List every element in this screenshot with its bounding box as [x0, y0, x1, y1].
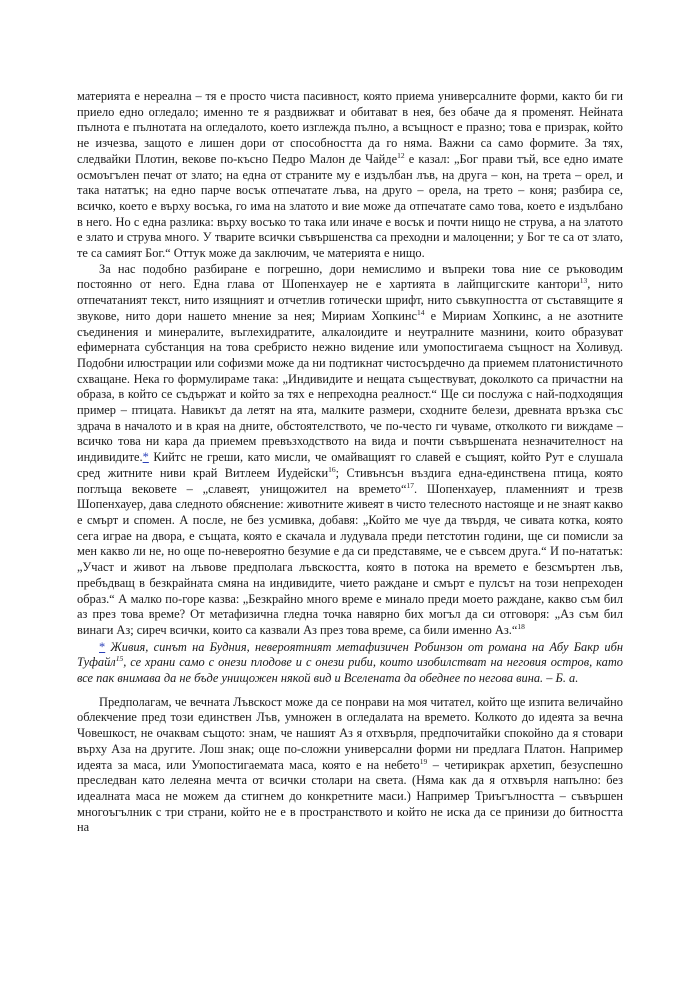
text-run: Предполагам, че вечната Лъвскост може да се понрави на моя читател, който ще изпита величайно облекчение пред този единствен Лъв, умножен в огледалата на времето. Колкото до идеята за вечна Човешкост, не очаквам същото: знам, че нашият Аз я отхвърля, предпочитайки спокойно да я стовари върху Аза на другите. Лош знак; още по-сложни универсални форми ни предлага Платон. Например идеята за маса, или Умопостигаемата маса, която е на небето — [77, 694, 623, 772]
text-run: ; Стивънсън въздига една-единствена птица, която поглъща вековете – „славеят, унищожител на времето“ — [77, 465, 623, 496]
text-run: , се храни само с онези плодове и с онези риби, които изобилстват на неговия остров, като все пак внимава да не бъде унищожен някой вид и Вселената да обеднее по негова вина. – Б. а. — [77, 655, 623, 686]
text-run: , нито отпечатаният текст, нито изящният и отчетлив готически шрифт, нито съвкупността от съставящите я звукове, нито дори нашето мнение за нея; Мириам Хопкинс — [77, 277, 623, 323]
footnote-ref: 16 — [328, 464, 336, 474]
paragraph-1 — [77, 89, 623, 262]
footnote-marker[interactable]: * — [99, 639, 106, 654]
text-run: материята е нереална – тя е просто чиста пасивност, която приема универсалните форми, както би ги приело едно огледало; именно те я раздвижват и обитават в нея, без обаче да я променят. Нейната пълнота е пълнотата на огледалото, което изглежда пълно, а всъщност е празно; това е призрак, който не изчезва, защото е лишен дори от способността да го няма. Важни са само формите. За тях, следвайки Плотин, векове по-късно Педро Малон де Чайде — [77, 89, 623, 166]
footnote-ref: 13 — [579, 276, 588, 286]
text-run: Кийтс не греши, като мисли, че омайващият го славей е същият, който Рут е слушала сред житните ниви край Витлеем Иудейски — [77, 450, 623, 480]
text-run: – четирикрак архетип, безуспешно преследван като лелеяна мечта от всички столари на света. (Няма как да я отхвърля напълно: без идеалната маса не можем да стигнем до конкретните маси.) Например Триъгълността – съвършен многоъгълник с три страни, който не е в пространството и който не иска да се принизи до битността на — [77, 757, 623, 835]
text-run: . Шопенхауер, пламенният и трезв Шопенхауер, дава следното обяснение: животните живеят в чисто телесното настояще и не знаят какво е смърт и спомен. А после, не без усмивка, добавя: „Който ме чуе да твърдя, че сивата котка, която сега играе на двора, е същата, която е скачала и лудувала преди петстотин години, ще си помисли за мен какво ли не, но още по-невероятно безумие е да си представяме, че е съвсем друга.“ И по-нататък: „Участ и живот на лъвове предполага лъвскостта, която в потока на времето е безсмъртен лъв, пребъдващ в безкрайната смяна на индивидите, чието раждане и смърт е пулсът на този непреходен образ.“ А малко по-горе казва: „Безкрайно много време е минало преди моето раждане, какво съм бил аз през това време? От метафизична гледна точка навярно бих могъл да си отговоря: „Аз съм бил винаги Аз; сиреч всички, които са казвали Аз през това време, са били именно Аз.“ — [77, 481, 624, 637]
text-run: е казал: „Бог прави тъй, все едно имате осмоъгълен печат от злато; на една от страните му е издълбан лъв, на друга – кон, на трета – орел, и така нататък; на едно парче восък отпечатате лъва, на друго – орела, на трето – коня; разбира се, всичко, което е върху восъка, го има на златото и вие може да отпечатате само това, което е издълбано в него. Но с една разлика: върху восъко то така или иначе е восък и почти нищо не струва, а на златото е злато и струва много. У тварите всички съвършенства са преходни и малоценни; у Бог те са от злато, те са самият Бог.“ Оттук може да заключим, че материята е нищо. — [77, 151, 623, 261]
paragraph-2 — [77, 262, 623, 639]
document-page — [77, 89, 623, 836]
footnote-ref: 19 — [419, 756, 428, 766]
footnote-link[interactable]: * — [142, 450, 149, 465]
footnote-ref: 14 — [417, 307, 425, 317]
text-run: е Мириам Хопкинс, а не азотните съединения и минералите, въглехидратите, алкалоидите и неутралните мазнини, които образуват ефимерната субстанция на това сребристо нежно видение или умопостигаема същност на Холивуд. Подобни илюстрации или софизми може да ни подтикнат чистосърдечно да приемем платонистичното схващане. Нека го формулираме така: „Индивидите и нещата съществуват, доколкото са причастни на образа, в който се съдържат и който за тях е непреходна реалност.“ Ще си послужа с най-подходящия пример – птицата. Навикът да летят на ята, малките размери, сходните белези, древната връзка със здрача в началото и в края на дните, обстоятелството, че по-често ги чуваме, отколкото ги виждаме – всичко това ни кара да приемем превъзходството на вида и почти съвършената незначителност на индивидите. — [77, 308, 623, 465]
footnote — [77, 640, 623, 687]
text-run: За нас подобно разбиране е погрешно, дори немислимо и въпреки това ние се ръководим постоянно от него. Една глава от Шопенхауер не е хартията в лайпцигските кантори — [77, 261, 623, 292]
footnote-ref: 15 — [115, 654, 124, 664]
footnote-ref: 18 — [517, 621, 525, 631]
paragraph-3 — [77, 695, 623, 836]
footnote-ref: 17 — [406, 480, 414, 490]
footnote-ref: 12 — [397, 150, 405, 160]
text-run: Живия, синът на Будния, невероятният метафизичен Робинзон от романа на Абу Бакр ибн Туфайл — [77, 639, 623, 670]
